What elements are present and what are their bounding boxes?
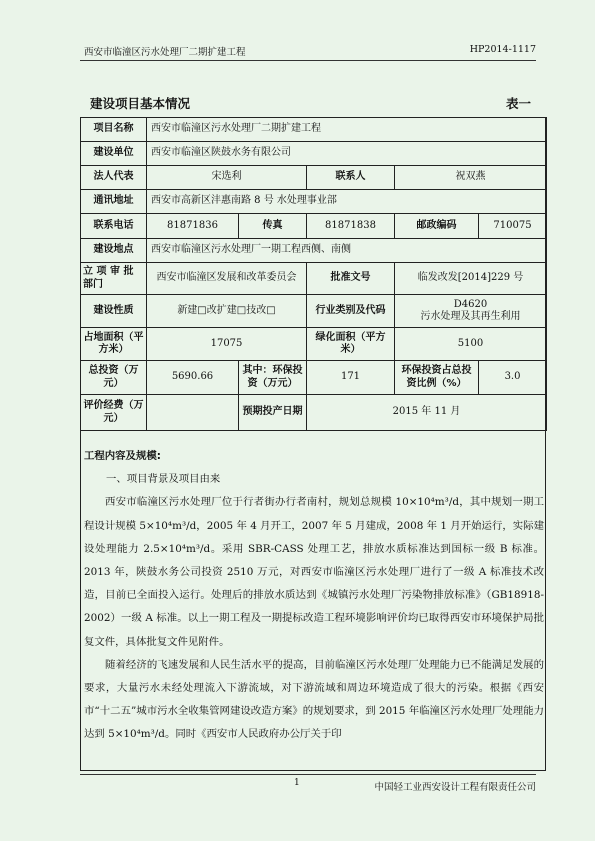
env-invest-value: 171 (307, 361, 395, 395)
approval-no-label: 批准文号 (307, 263, 395, 295)
header-divider (80, 60, 536, 61)
site-value: 西安市临潼区污水处理厂一期工程西侧、南侧 (147, 239, 547, 263)
legal-rep-label: 法人代表 (81, 166, 147, 190)
fee-label: 评价经费（万元） (81, 395, 147, 431)
date-label: 预期投产日期 (239, 395, 307, 431)
contact-label: 联系人 (307, 166, 395, 190)
table-row (81, 328, 547, 361)
table-row (81, 142, 547, 166)
postcode-label: 邮政编码 (395, 214, 479, 239)
table-row (81, 395, 547, 431)
approval-dept-label: 立 项 审 批 部门 (81, 263, 147, 295)
footer-divider (80, 774, 536, 775)
fee-value (147, 395, 239, 431)
table-row (81, 263, 547, 295)
legal-rep-value: 宋选利 (147, 166, 307, 190)
project-name-value: 西安市临潼区污水处理厂二期扩建工程 (147, 118, 547, 142)
date-value: 2015 年 11 月 (307, 395, 547, 431)
table-row (81, 118, 547, 142)
page-number: 1 (294, 778, 300, 788)
table-row (81, 295, 547, 328)
table-row (81, 239, 547, 263)
industry-name: 污水处理及其再生利用 (420, 311, 521, 322)
green-label: 绿化面积（平方米） (307, 328, 395, 361)
table-row (81, 214, 547, 239)
approval-dept-value: 西安市临潼区发展和改革委员会 (147, 263, 307, 295)
content-heading: 工程内容及规模: (84, 450, 161, 462)
approval-no-value: 临发改发[2014]229 号 (395, 263, 547, 295)
address-value: 西安市高新区沣惠南路 8 号 水处理事业部 (147, 190, 547, 214)
ratio-value: 3.0 (479, 361, 547, 395)
unit-label: 建设单位 (81, 142, 147, 166)
area-value: 17075 (147, 328, 307, 361)
fax-label: 传真 (239, 214, 307, 239)
project-content (84, 445, 544, 747)
nature-value: 新建□改扩建□技改□ (147, 295, 307, 328)
footer-company: 中国轻工业西安设计工程有限责任公司 (374, 782, 536, 793)
invest-label: 总投资（万元） (81, 361, 147, 395)
project-info-table (80, 117, 547, 431)
project-name-label: 项目名称 (81, 118, 147, 142)
ratio-label: 环保投资占总投资比例（%） (395, 361, 479, 395)
green-value: 5100 (395, 328, 547, 361)
address-label: 通讯地址 (81, 190, 147, 214)
table-row (81, 166, 547, 190)
paragraph-1: 西安市临潼区污水处理厂位于行者街办行者南村，规划总规模 10×10⁴m³/d，其中规划一期工程设计规模 5×10⁴m³/d，2005 年 4 月开工，2007 年 5 月建成，2008 年 1 月开始运行，实际建设处理能力 2.5×10⁴m³/d。采用 SBR-CASS 处理工艺，排放水质标准达到国标一级 B 标准。2013 年，陕鼓水务公司投资 2510 万元，对西安市临潼区污水处理厂进行了一级 A 标准技术改造，目前已全面投入运行。处理后的排放水质达到《城镇污水处理厂污染物排放标准》（GB18918-2002）一级 A 标准。以上一期工程及一期提标改造工程环境影响评价均已取得西安市环境保护局批复文件，具体批复文件见附件。 (84, 496, 544, 648)
site-label: 建设地点 (81, 239, 147, 263)
industry-value (395, 295, 547, 328)
env-invest-label: 其中：环保投资（万元） (239, 361, 307, 395)
content-subheading: 一、项目背景及项目由来 (106, 473, 221, 486)
industry-code: D4620 (453, 298, 488, 310)
section-title: 建设项目基本情况 (90, 96, 191, 111)
table-row (81, 361, 547, 395)
header-project-title: 西安市临潼区污水处理厂二期扩建工程 (84, 47, 246, 58)
invest-value: 5690.66 (147, 361, 239, 395)
unit-value: 西安市临潼区陕鼓水务有限公司 (147, 142, 547, 166)
contact-value: 祝双燕 (395, 166, 547, 190)
area-label: 占地面积（平方米） (81, 328, 147, 361)
table-row (81, 190, 547, 214)
phone-value: 81871836 (147, 214, 239, 239)
postcode-value: 710075 (479, 214, 547, 239)
paragraph-2: 随着经济的飞速发展和人民生活水平的提高，目前临潼区污水处理厂处理能力已不能满足发展的要求，大量污水未经处理流入下游流域，对下游流域和周边环境造成了很大的污染。根据《西安市“十二五”城市污水全收集管网建设改造方案》的规划要求，到 2015 年临潼区污水处理厂处理能力达到 5×10⁴m³/d。同时《西安市人民政府办公厅关于印 (84, 658, 544, 741)
table-number: 表一 (505, 96, 531, 111)
industry-label: 行业类别及代码 (307, 295, 395, 328)
fax-value: 81871838 (307, 214, 395, 239)
header-doc-number: HP2014-1117 (469, 44, 536, 55)
phone-label: 联系电话 (81, 214, 147, 239)
nature-label: 建设性质 (81, 295, 147, 328)
